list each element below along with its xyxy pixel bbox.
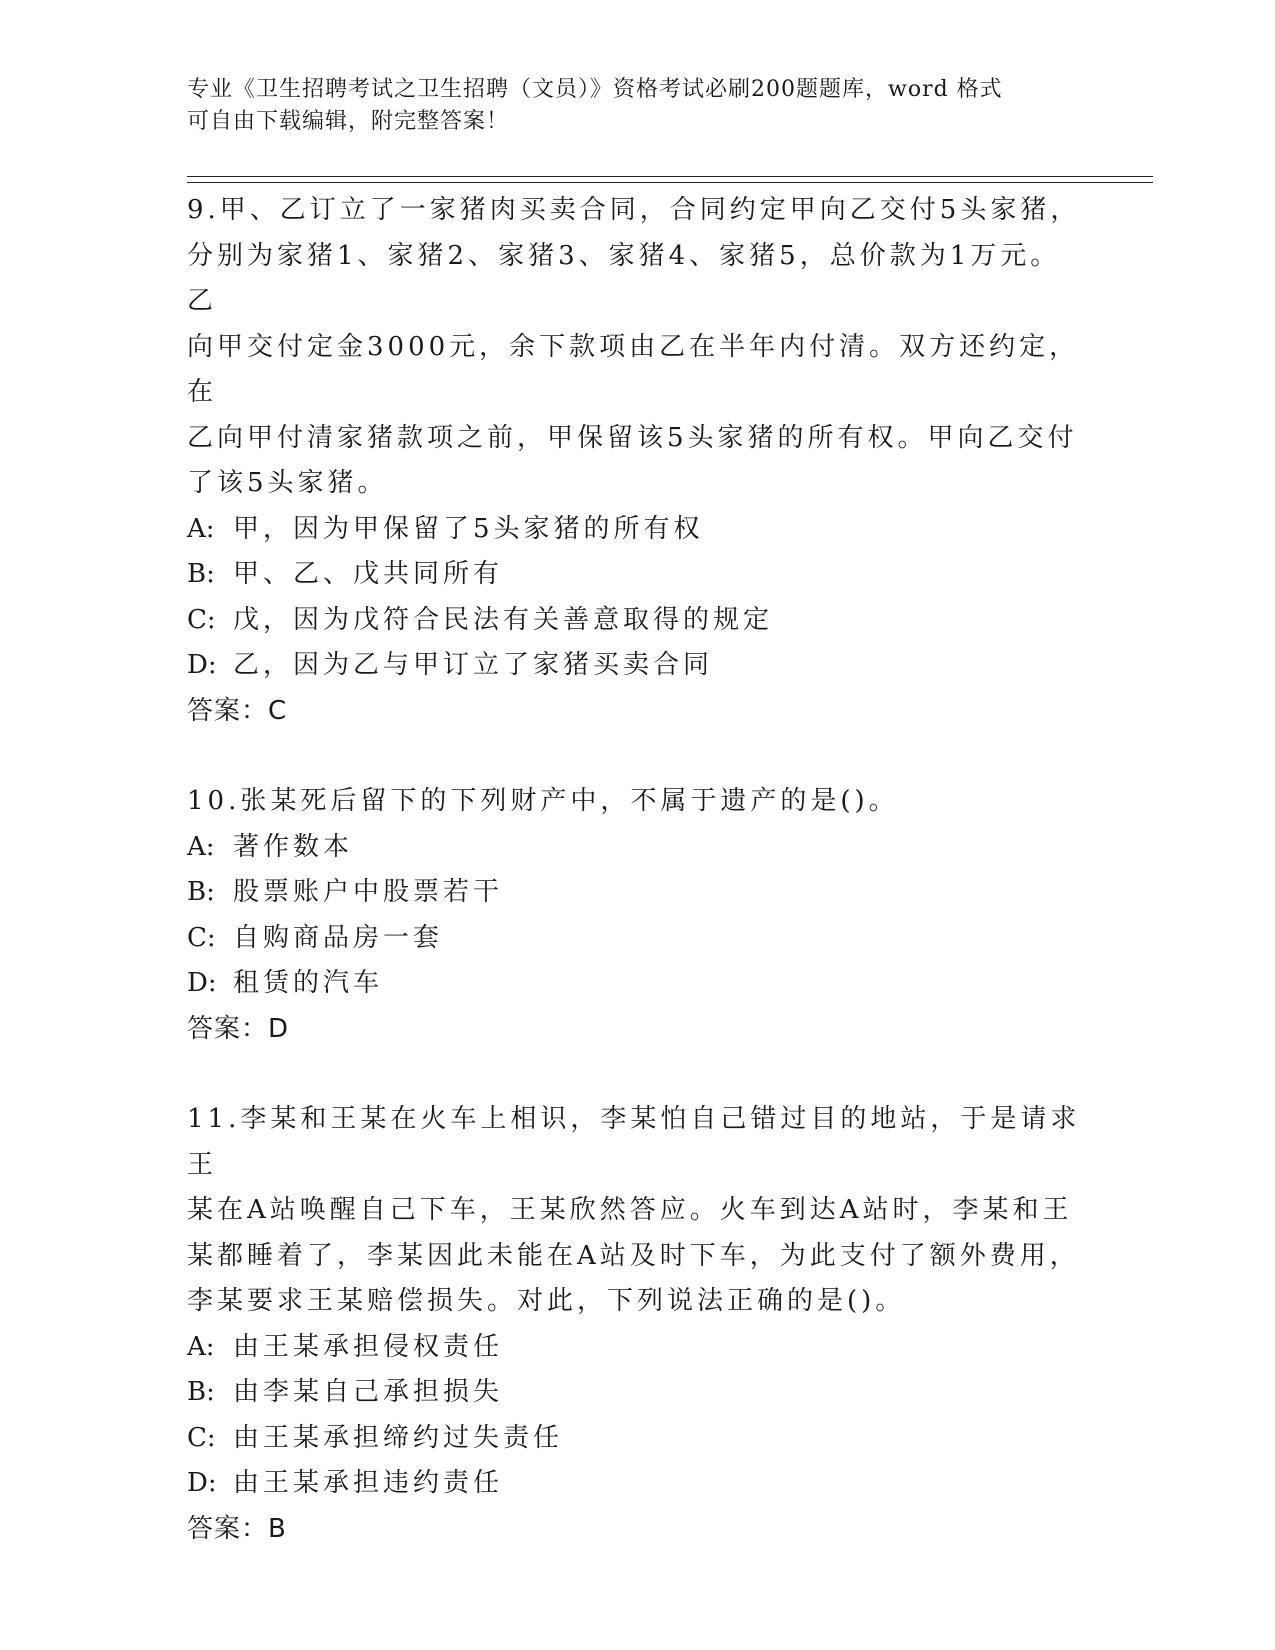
stem-line: 某都睡着了，李某因此未能在A站及时下车，为此支付了额外费用， xyxy=(187,1240,1080,1271)
option-text: 甲，因为甲保留了5头家猪的所有权 xyxy=(233,513,704,544)
option-c xyxy=(187,1416,1087,1462)
option-letter: C: xyxy=(187,922,216,953)
header-line-2: 可自由下载编辑，附完整答案！ xyxy=(187,109,510,134)
stem-line: 了该5头家猪。 xyxy=(187,468,388,498)
option-letter: B: xyxy=(187,559,215,589)
option-letter: D: xyxy=(187,650,217,680)
option-letter: C: xyxy=(187,604,216,635)
stem-line: 分别为家猪1、家猪2、家猪3、家猪4、家猪5，总价款为1万元。乙 xyxy=(187,240,1061,316)
option-a xyxy=(187,1325,1087,1371)
header-divider-top xyxy=(187,176,1153,177)
option-text: 戊，因为戊符合民法有关善意取得的规定 xyxy=(233,604,774,635)
option-d xyxy=(187,961,1087,1007)
option-letter: A: xyxy=(187,831,215,862)
option-text: 租赁的汽车 xyxy=(233,968,384,998)
answer-line: 答案：D xyxy=(187,1013,290,1044)
option-b xyxy=(187,1370,1087,1416)
option-text: 由王某承担违约责任 xyxy=(233,1468,504,1498)
option-c xyxy=(187,598,1087,644)
stem-line: 11.李某和王某在火车上相识，李某怕自己错过目的地站，于是请求王 xyxy=(187,1104,1081,1180)
question-list xyxy=(187,188,1087,1552)
option-text: 股票账户中股票若干 xyxy=(233,877,504,907)
stem-line: 9.甲、乙订立了一家猪肉买卖合同，合同约定甲向乙交付5头家猪， xyxy=(187,195,1081,225)
option-letter: A: xyxy=(187,1331,215,1362)
option-b xyxy=(187,552,1087,598)
question-11 xyxy=(187,1097,1087,1552)
stem-line: 向甲交付定金3000元，余下款项由乙在半年内付清。双方还约定，在 xyxy=(187,331,1080,407)
question-stem xyxy=(187,779,1087,825)
option-text: 自购商品房一套 xyxy=(233,922,444,953)
option-text: 甲、乙、戊共同所有 xyxy=(233,559,504,589)
answer-line: 答案：C xyxy=(187,695,288,726)
stem-line: 李某要求王某赔偿损失。对此，下列说法正确的是()。 xyxy=(187,1286,906,1316)
stem-line: 某在A站唤醒自己下车，王某欣然答应。火车到达A站时，李某和王 xyxy=(187,1195,1073,1225)
option-list xyxy=(187,825,1087,1007)
header-divider-bottom xyxy=(187,182,1153,183)
option-d xyxy=(187,643,1087,689)
option-list xyxy=(187,1325,1087,1507)
question-stem xyxy=(187,188,1087,507)
option-c xyxy=(187,916,1087,962)
question-stem xyxy=(187,1097,1087,1325)
option-letter: B: xyxy=(187,1377,215,1407)
document-header xyxy=(187,74,1087,138)
question-9 xyxy=(187,188,1087,734)
option-text: 由李某自己承担损失 xyxy=(233,1377,504,1407)
option-letter: A: xyxy=(187,513,215,544)
option-text: 由王某承担缔约过失责任 xyxy=(233,1422,564,1453)
option-d xyxy=(187,1461,1087,1507)
stem-line: 10.张某死后留下的下列财产中，不属于遗产的是()。 xyxy=(187,786,899,816)
option-a xyxy=(187,825,1087,871)
question-10 xyxy=(187,779,1087,1052)
stem-line: 乙向甲付清家猪款项之前，甲保留该5头家猪的所有权。甲向乙交付 xyxy=(187,422,1078,453)
option-letter: B: xyxy=(187,877,215,907)
header-line-1: 专业《卫生招聘考试之卫生招聘（文员）》资格考试必刷200题题库，word 格式 xyxy=(187,77,1003,102)
option-list xyxy=(187,507,1087,689)
option-letter: D: xyxy=(187,1468,217,1498)
option-text: 由王某承担侵权责任 xyxy=(233,1331,504,1362)
option-b xyxy=(187,870,1087,916)
option-letter: C: xyxy=(187,1422,216,1453)
option-text: 著作数本 xyxy=(233,831,354,862)
option-letter: D: xyxy=(187,968,217,998)
option-a xyxy=(187,507,1087,553)
answer-line: 答案：B xyxy=(187,1513,287,1544)
option-text: 乙，因为乙与甲订立了家猪买卖合同 xyxy=(233,650,714,680)
